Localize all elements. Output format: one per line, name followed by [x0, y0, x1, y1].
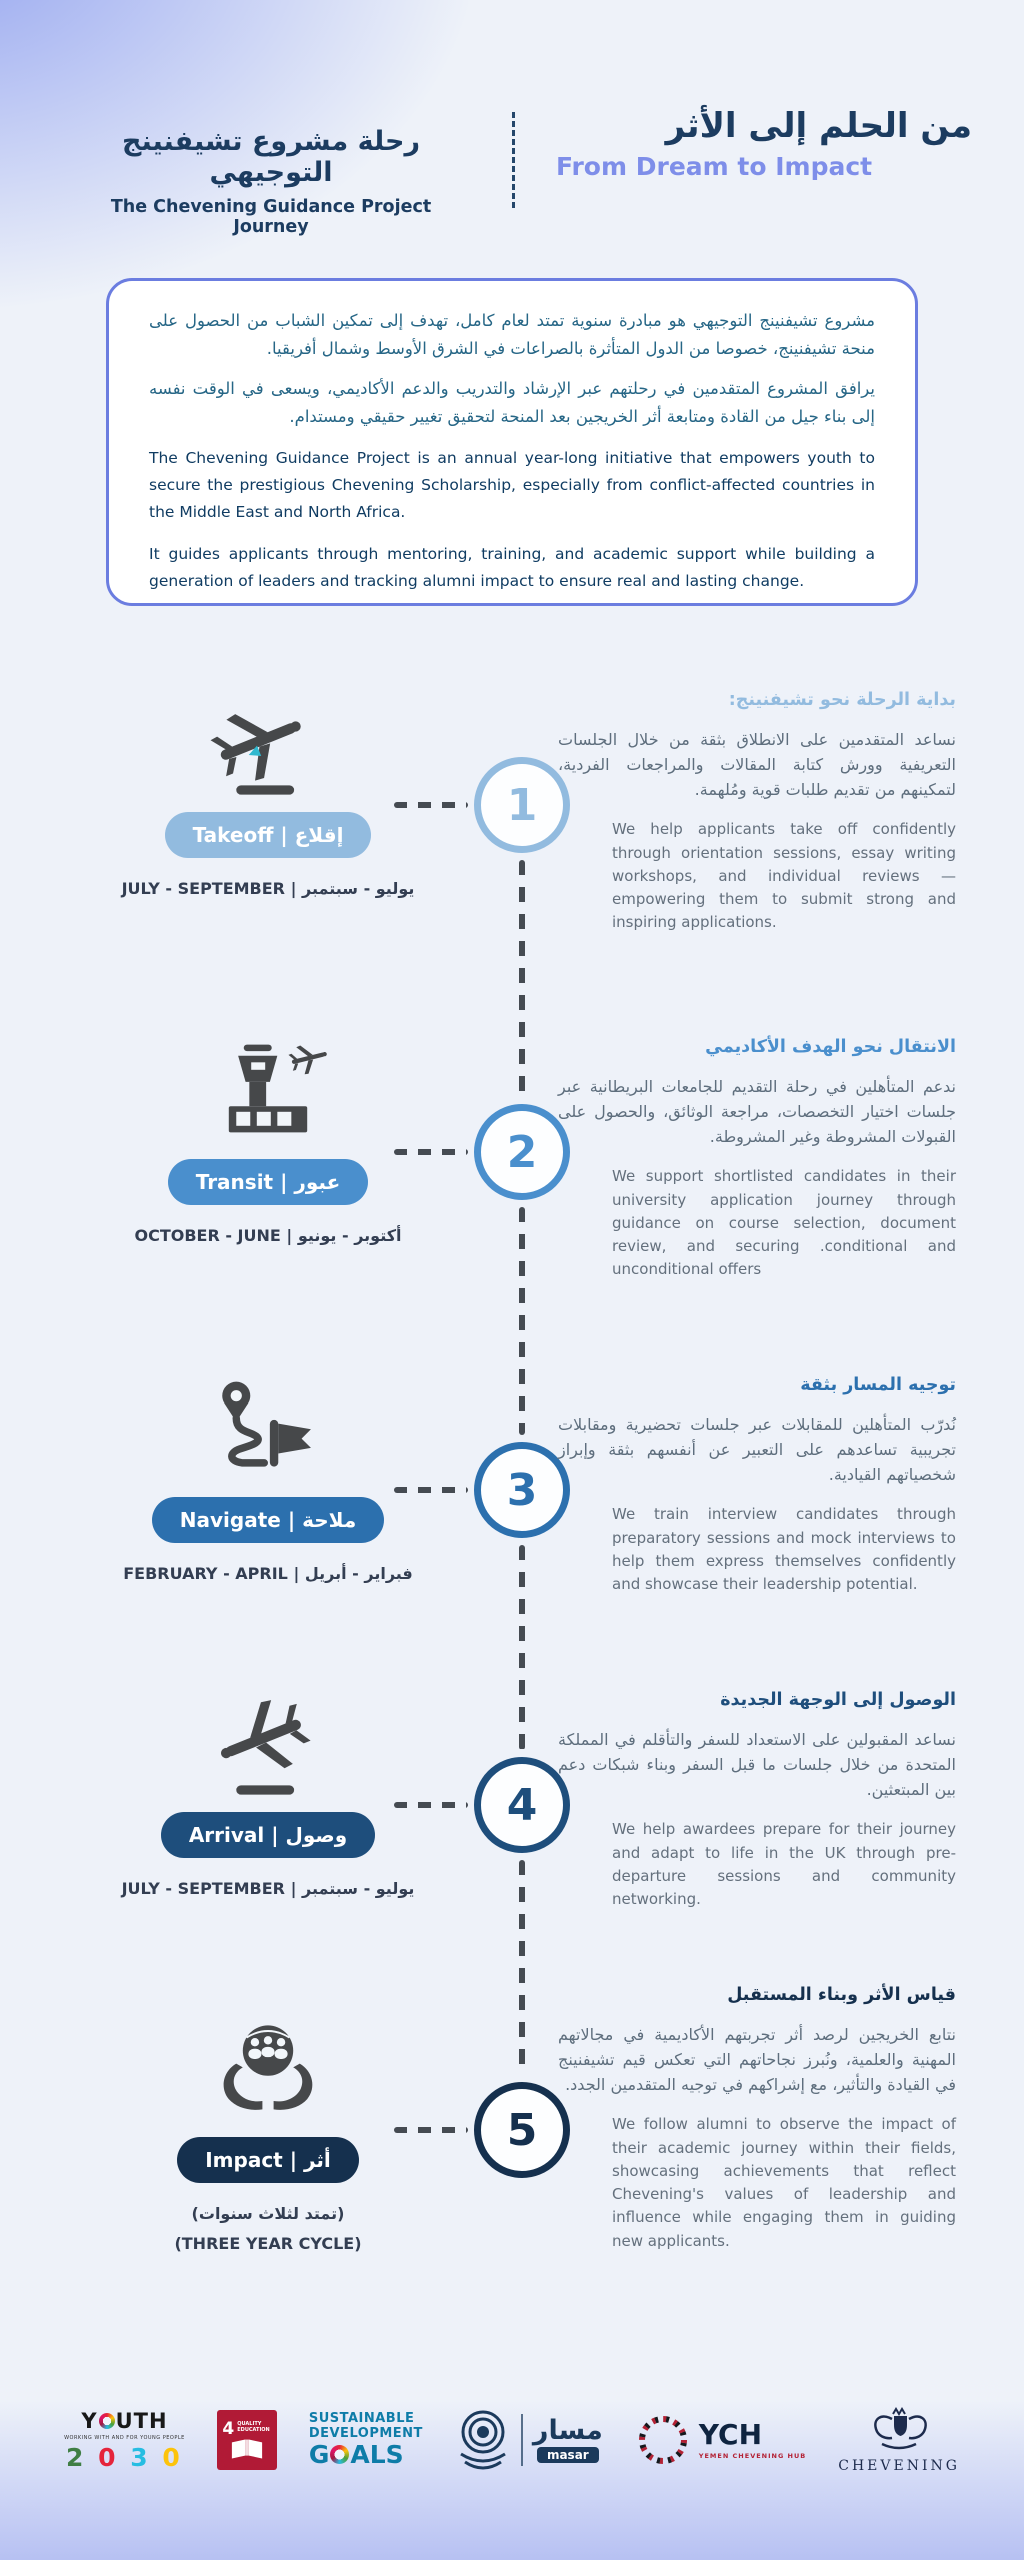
stage-number-badge	[474, 757, 570, 853]
stage-description-arabic: نُدرّب المتأهلين للمقابلات عبر جلسات تحضيرية ومقابلات تجريبية تساعدهم على التعبير عن أنفسهم بثقة وإبراز شخصياتهم القيادية.	[558, 1415, 956, 1484]
stage-description-english: We help applicants take off confidently through orientation sessions, essay writing workshops, and individual reviews — empowering them to submit strong and inspiring applications.	[612, 820, 956, 932]
masar-mark-icon	[455, 2408, 511, 2472]
stage-number: 2	[506, 1126, 538, 1178]
masar-logo	[455, 2408, 603, 2472]
year-digit: 0	[162, 2442, 183, 2472]
stage-badge: عبور | Transit	[168, 1159, 368, 1205]
stage-text-column	[558, 690, 956, 935]
intro-english-paragraph-2: It guides applicants through mentoring, training, and academic support while building a generation of leaders and tracking alumni impact to ensure real and lasting change.	[149, 544, 875, 590]
stage-number: 4	[506, 1779, 538, 1831]
stage-badge: وصول | Arrival	[161, 1812, 375, 1858]
ych-abbreviation: YCH	[698, 2417, 763, 2451]
stage-number-badge	[474, 1442, 570, 1538]
sdg-word: SUSTAINABLE	[308, 2410, 415, 2426]
project-title-arabic: رحلة مشروع تشيفنينج التوجيهي	[121, 126, 420, 188]
chevening-logo	[838, 2406, 960, 2474]
stage-dates-secondary: (THREE YEAR CYCLE)	[174, 2234, 362, 2253]
sdg-wheel-icon	[330, 2445, 349, 2464]
stage-text-column	[558, 1690, 956, 1911]
chevening-wordmark: CHEVENING	[838, 2458, 960, 2474]
header-left-block	[108, 126, 434, 237]
youth-letter: Y	[81, 2408, 98, 2433]
stage-heading-arabic: قياس الأثر وبناء المستقبل	[727, 1985, 956, 2005]
dashed-connector-vertical	[519, 1545, 525, 1750]
youth-2030-year	[66, 2443, 183, 2472]
stage-text-column	[558, 1985, 956, 2253]
open-book-icon	[230, 2438, 264, 2460]
stage-badge: أثر | Impact	[177, 2137, 359, 2183]
youth-letters: UTH	[115, 2408, 168, 2433]
stage-badge: إقلاع | Takeoff	[165, 812, 372, 858]
stage-dates: JULY - SEPTEMBER | يوليو - سبتمبر	[121, 1879, 415, 1898]
stage-description-english: We follow alumni to observe the impact of their academic journey within their fields, showcasing achievements that reflect Chevening's values of leadership and influence while engaging them in guiding new applicants.	[612, 2115, 956, 2250]
stage-dates: JULY - SEPTEMBER | يوليو - سبتمبر	[121, 879, 415, 898]
stage-description-english: We train interview candidates through preparatory sessions and mock interviews to help them express themselves confidently and showcase their leadership potential.	[612, 1505, 956, 1594]
journey-stage	[0, 690, 1024, 1030]
stage-description-arabic: نساعد المتقدمين على الانطلاق بثقة من خلال الجلسات التعريفية وورش كتابة المقالات والمراجعات الفردية، لتمكينهم من تقديم طلبات قوية ومُلهمة.	[558, 730, 956, 799]
header-right-block	[556, 106, 972, 181]
sdg4-label: QUALITY EDUCATION	[237, 2420, 270, 2433]
stage-icon-block	[118, 2015, 418, 2129]
stage-description-english: We support shortlisted candidates in their university application journey through guidance on course selection, document review, and securing .conditional and unconditional offers	[612, 1167, 956, 1279]
stage-dates: FEBRUARY - APRIL | فبراير - أبريل	[123, 1564, 413, 1583]
intro-card	[106, 278, 918, 606]
sdg-goals-wordmark-logo	[309, 2412, 423, 2468]
intro-arabic-paragraph-2: يرافق المشروع المتقدمين في رحلتهم عبر الإرشاد والتدريب والدعم الأكاديمي، ويسعى في الوقت نفسه إلى بناء جيل من القادة ومتابعة أثر الخريجين بعد المنحة لتحقيق تغيير حقيقي ومستدام.	[149, 379, 875, 427]
stage-icon-block	[118, 1690, 418, 1804]
stage-icon-block	[118, 690, 418, 804]
stage-description-arabic: ندعم المتأهلين في رحلة التقديم للجامعات البريطانية عبر جلسات اختيار التخصصات، مراجعة الوثائق، والحصول على القبولات المشروطة وغير المشروطة.	[558, 1077, 956, 1146]
stage-heading-arabic: بداية الرحلة نحو تشيفنينج:	[728, 690, 956, 710]
dashed-connector-vertical	[519, 860, 525, 1097]
youth-o-ring-icon	[99, 2413, 115, 2429]
stage-icon-block	[118, 1375, 418, 1489]
stage-number: 3	[506, 1464, 538, 1516]
dashed-connector-vertical	[519, 1207, 525, 1435]
masar-name-english: masar	[537, 2447, 599, 2463]
page-title-arabic: من الحلم إلى الأثر	[665, 106, 972, 146]
stage-description-arabic: نتابع الخريجين لرصد أثر تجربتهم الأكاديمية في مجالاتهم المهنية والعلمية، ونُبرز نجاحاتهم التي تعكس قيم تشيفنينج في القيادة والتأثير، مع إشراكهم في توجيه المتقدمين الجدد.	[558, 2025, 956, 2094]
stage-badge: ملاحة | Navigate	[152, 1497, 384, 1543]
stage-heading-arabic: توجيه المسار بثقة	[800, 1375, 956, 1395]
year-digit: 2	[66, 2442, 87, 2472]
stage-dates: (تمتد لثلاث سنوات)	[191, 2204, 345, 2223]
partner-logos-row	[50, 2392, 974, 2488]
goals-letters: ALS	[350, 2439, 404, 2469]
stage-heading-arabic: الوصول إلى الوجهة الجديدة	[720, 1690, 956, 1710]
journey-stage	[0, 1375, 1024, 1715]
stage-number-badge	[474, 1757, 570, 1853]
royal-crest-icon	[867, 2406, 931, 2454]
sdg4-quality-education-logo	[217, 2410, 277, 2470]
stage-number-badge	[474, 1104, 570, 1200]
ych-full-name: YEMEN CHEVENING HUB	[698, 2451, 807, 2460]
takeoff-plane-icon	[183, 692, 353, 804]
sdg-word: DEVELOPMENT	[308, 2425, 423, 2441]
sdg-goals-word	[308, 2439, 404, 2469]
hands-globe-icon	[183, 2017, 353, 2129]
stage-icon-block	[118, 1037, 418, 1151]
year-digit: 0	[98, 2442, 119, 2472]
sdg4-number: 4	[222, 2418, 235, 2439]
youth-wordmark	[81, 2409, 167, 2433]
stage-text-column	[558, 1037, 956, 1282]
route-flag-icon	[183, 1377, 353, 1489]
dashed-connector-vertical	[519, 1860, 525, 2075]
stage-description-english: We help awardees prepare for their journey and adapt to life in the UK through pre-departure sessions and community networking.	[612, 1820, 956, 1909]
journey-stage	[0, 1985, 1024, 2355]
masar-name-arabic: مسار	[532, 2415, 603, 2446]
stage-number: 1	[506, 779, 538, 831]
intro-arabic-paragraph-1: مشروع تشيفنينج التوجيهي هو مبادرة سنوية تمتد لعام كامل، تهدف إلى تمكين الشباب من الحصول على منحة تشيفنينج، خصوصا من الدول المتأثرة بالصراعات في الشرق الأوسط وشمال أفريقيا.	[149, 311, 875, 359]
page-title-english: From Dream to Impact	[556, 152, 873, 181]
youth-2030-logo	[64, 2409, 185, 2472]
ych-confetti-ring-icon	[635, 2412, 691, 2468]
project-title-english: The Chevening Guidance Project Journey	[110, 197, 432, 237]
landing-plane-icon	[183, 1692, 353, 1804]
stage-heading-arabic: الانتقال نحو الهدف الأكاديمي	[705, 1037, 956, 1057]
stage-dates: OCTOBER - JUNE | أكتوبر - يونيو	[134, 1226, 402, 1245]
stage-description-arabic: نساعد المقبولين على الاستعداد للسفر والتأقلم في المملكة المتحدة من خلال جلسات ما قبل السفر وبناء شبكات دعم بين المبتعثين.	[558, 1730, 956, 1799]
goals-letter: G	[308, 2439, 330, 2469]
youth-tagline: WORKING WITH AND FOR YOUNG PEOPLE	[64, 2434, 185, 2441]
airport-tower-icon	[183, 1039, 353, 1151]
stage-number-badge	[474, 2082, 570, 2178]
year-digit: 3	[130, 2442, 151, 2472]
header-dashed-divider	[512, 112, 515, 208]
stage-number: 5	[506, 2104, 538, 2156]
intro-english-paragraph-1: The Chevening Guidance Project is an annual year-long initiative that empowers youth to secure the prestigious Chevening Scholarship, especially from conflict-affected countries in the Middle East and North Africa.	[149, 449, 875, 522]
journey-stage	[0, 1690, 1024, 2030]
masar-divider	[521, 2414, 523, 2466]
journey-stage	[0, 1037, 1024, 1377]
stage-text-column	[558, 1375, 956, 1596]
ych-logo	[635, 2412, 806, 2468]
